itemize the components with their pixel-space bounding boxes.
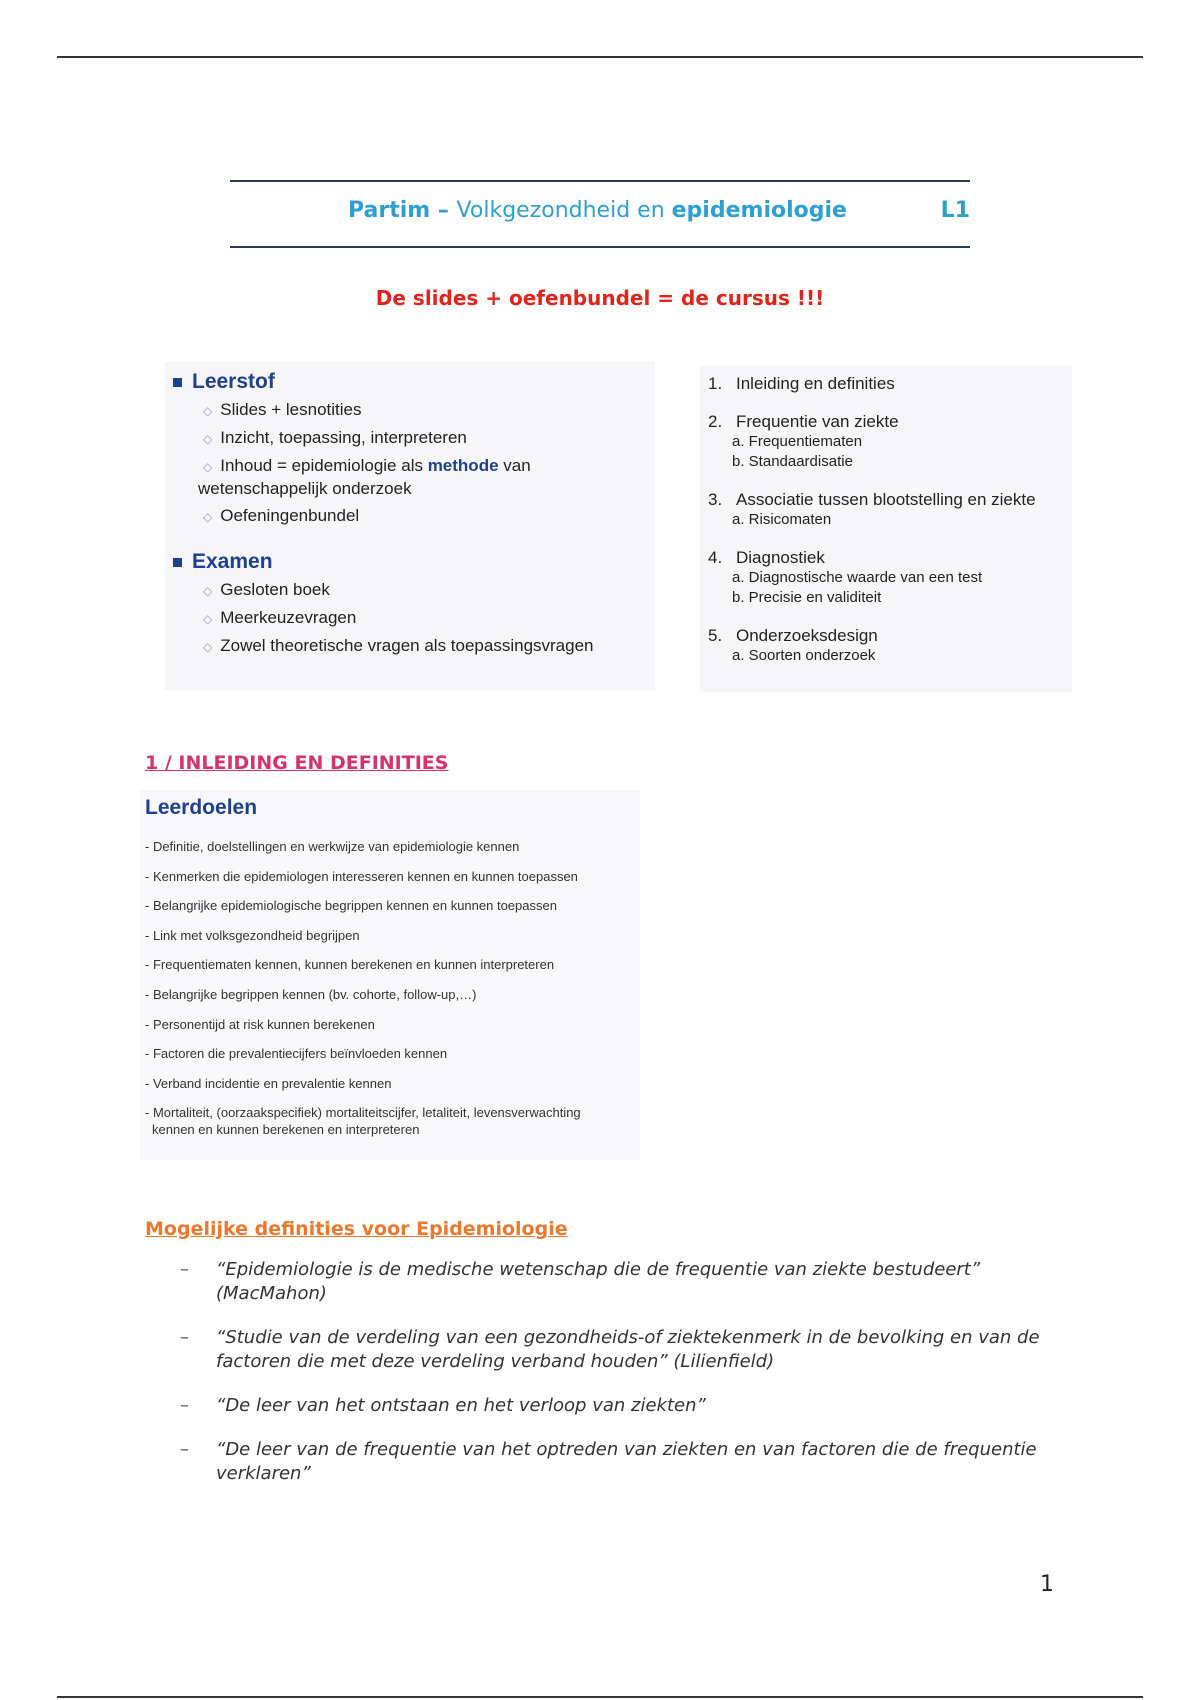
list-item: - Link met volksgezondheid begrijpen bbox=[145, 927, 360, 943]
list-item: ◇ Slides + lesnotities bbox=[203, 400, 362, 419]
document-title: Partim – Volkgezondheid en epidemiologie bbox=[348, 198, 847, 223]
diamond-bullet-icon: ◇ bbox=[203, 432, 213, 446]
leerdoelen-title: Leerdoelen bbox=[145, 796, 258, 819]
list-item: - Factoren die prevalentiecijfers beïnvloeden kennen bbox=[145, 1046, 448, 1062]
leerdoelen-list bbox=[145, 832, 645, 1137]
examen-heading: Examen bbox=[173, 550, 648, 574]
diamond-bullet-icon: ◇ bbox=[203, 460, 213, 474]
definition-item: – “De leer van het ontstaan en het verloop van ziekten” bbox=[180, 1395, 706, 1416]
definition-item: – “Epidemiologie is de medische wetenschap die de frequentie van ziekte bestudeert” (MacMahon) bbox=[180, 1259, 981, 1304]
diamond-bullet-icon: ◇ bbox=[203, 612, 213, 626]
course-motto: De slides + oefenbundel = de cursus !!! bbox=[375, 286, 825, 310]
list-item-continuation: kennen en kunnen berekenen en interpreteren bbox=[152, 1121, 420, 1137]
slide-table-of-contents bbox=[700, 366, 1072, 692]
definition-item: – “De leer van de frequentie van het optreden van ziekten en van factoren die de frequentie verklaren” bbox=[180, 1439, 1037, 1484]
bullet-square-icon bbox=[173, 378, 182, 387]
list-item: ◇ Oefeningenbundel bbox=[203, 506, 360, 525]
slide-leerstof-examen bbox=[165, 362, 655, 690]
list-item: - Definitie, doelstellingen en werkwijze van epidemiologie kennen bbox=[145, 839, 520, 854]
bullet-square-icon bbox=[173, 558, 182, 567]
document-header bbox=[230, 196, 970, 232]
top-rule bbox=[57, 56, 1143, 58]
page-number: 1 bbox=[1040, 1572, 1054, 1597]
leerstof-heading: Leerstof bbox=[173, 370, 648, 394]
diamond-bullet-icon: ◇ bbox=[203, 510, 213, 524]
list-item: ◇ Inhoud = epidemiologie als methode van wetenschappelijk onderzoek bbox=[198, 456, 531, 498]
diamond-bullet-icon: ◇ bbox=[203, 584, 213, 598]
lesson-label: L1 bbox=[940, 198, 970, 223]
definitions-heading: Mogelijke definities voor Epidemiologie bbox=[145, 1218, 568, 1240]
toc-item: 4. Diagnostiek a. Diagnostische waarde van een test b. Precisie en validiteit bbox=[708, 548, 983, 606]
definitions-list bbox=[180, 1258, 1060, 1506]
list-item: - Verband incidentie en prevalentie kennen bbox=[145, 1075, 392, 1091]
diamond-bullet-icon: ◇ bbox=[203, 404, 213, 418]
list-item: - Kenmerken die epidemiologen interesseren kennen en kunnen toepassen bbox=[145, 868, 578, 884]
list-item: - Frequentiematen kennen, kunnen berekenen en kunnen interpreteren bbox=[145, 957, 555, 973]
list-item: ◇ Zowel theoretische vragen als toepassingsvragen bbox=[203, 636, 594, 655]
header-bottom-rule bbox=[230, 246, 970, 248]
definition-item: – “Studie van de verdeling van een gezondheids-of ziektekenmerk in de bevolking en van de factoren die met deze verdeling verband houden” (Lilienfield) bbox=[180, 1327, 1040, 1372]
toc-item: 1. Inleiding en definities bbox=[708, 374, 895, 393]
list-item: - Personentijd at risk kunnen berekenen bbox=[145, 1016, 375, 1032]
toc-item: 5. Onderzoeksdesign a. Soorten onderzoek bbox=[708, 626, 878, 664]
list-item: - Mortaliteit, (oorzaakspecifiek) mortaliteitscijfer, letaliteit, levensverwachting bbox=[145, 1105, 581, 1121]
toc-item: 2. Frequentie van ziekte a. Frequentiematen b. Standaardisatie bbox=[708, 412, 899, 470]
list-item: ◇ Gesloten boek bbox=[203, 580, 330, 599]
list-item: ◇ Inzicht, toepassing, interpreteren bbox=[203, 428, 467, 447]
bottom-rule bbox=[57, 1696, 1143, 1698]
diamond-bullet-icon: ◇ bbox=[203, 640, 213, 654]
section-heading-inleiding: 1 / INLEIDING EN DEFINITIES bbox=[145, 752, 449, 774]
header-top-rule bbox=[230, 180, 970, 182]
list-item: - Belangrijke begrippen kennen (bv. cohorte, follow-up,…) bbox=[145, 986, 477, 1002]
list-item: - Belangrijke epidemiologische begrippen kennen en kunnen toepassen bbox=[145, 898, 557, 914]
list-item: ◇ Meerkeuzevragen bbox=[203, 608, 357, 627]
toc-item: 3. Associatie tussen blootstelling en ziekte a. Risicomaten bbox=[708, 490, 1036, 528]
